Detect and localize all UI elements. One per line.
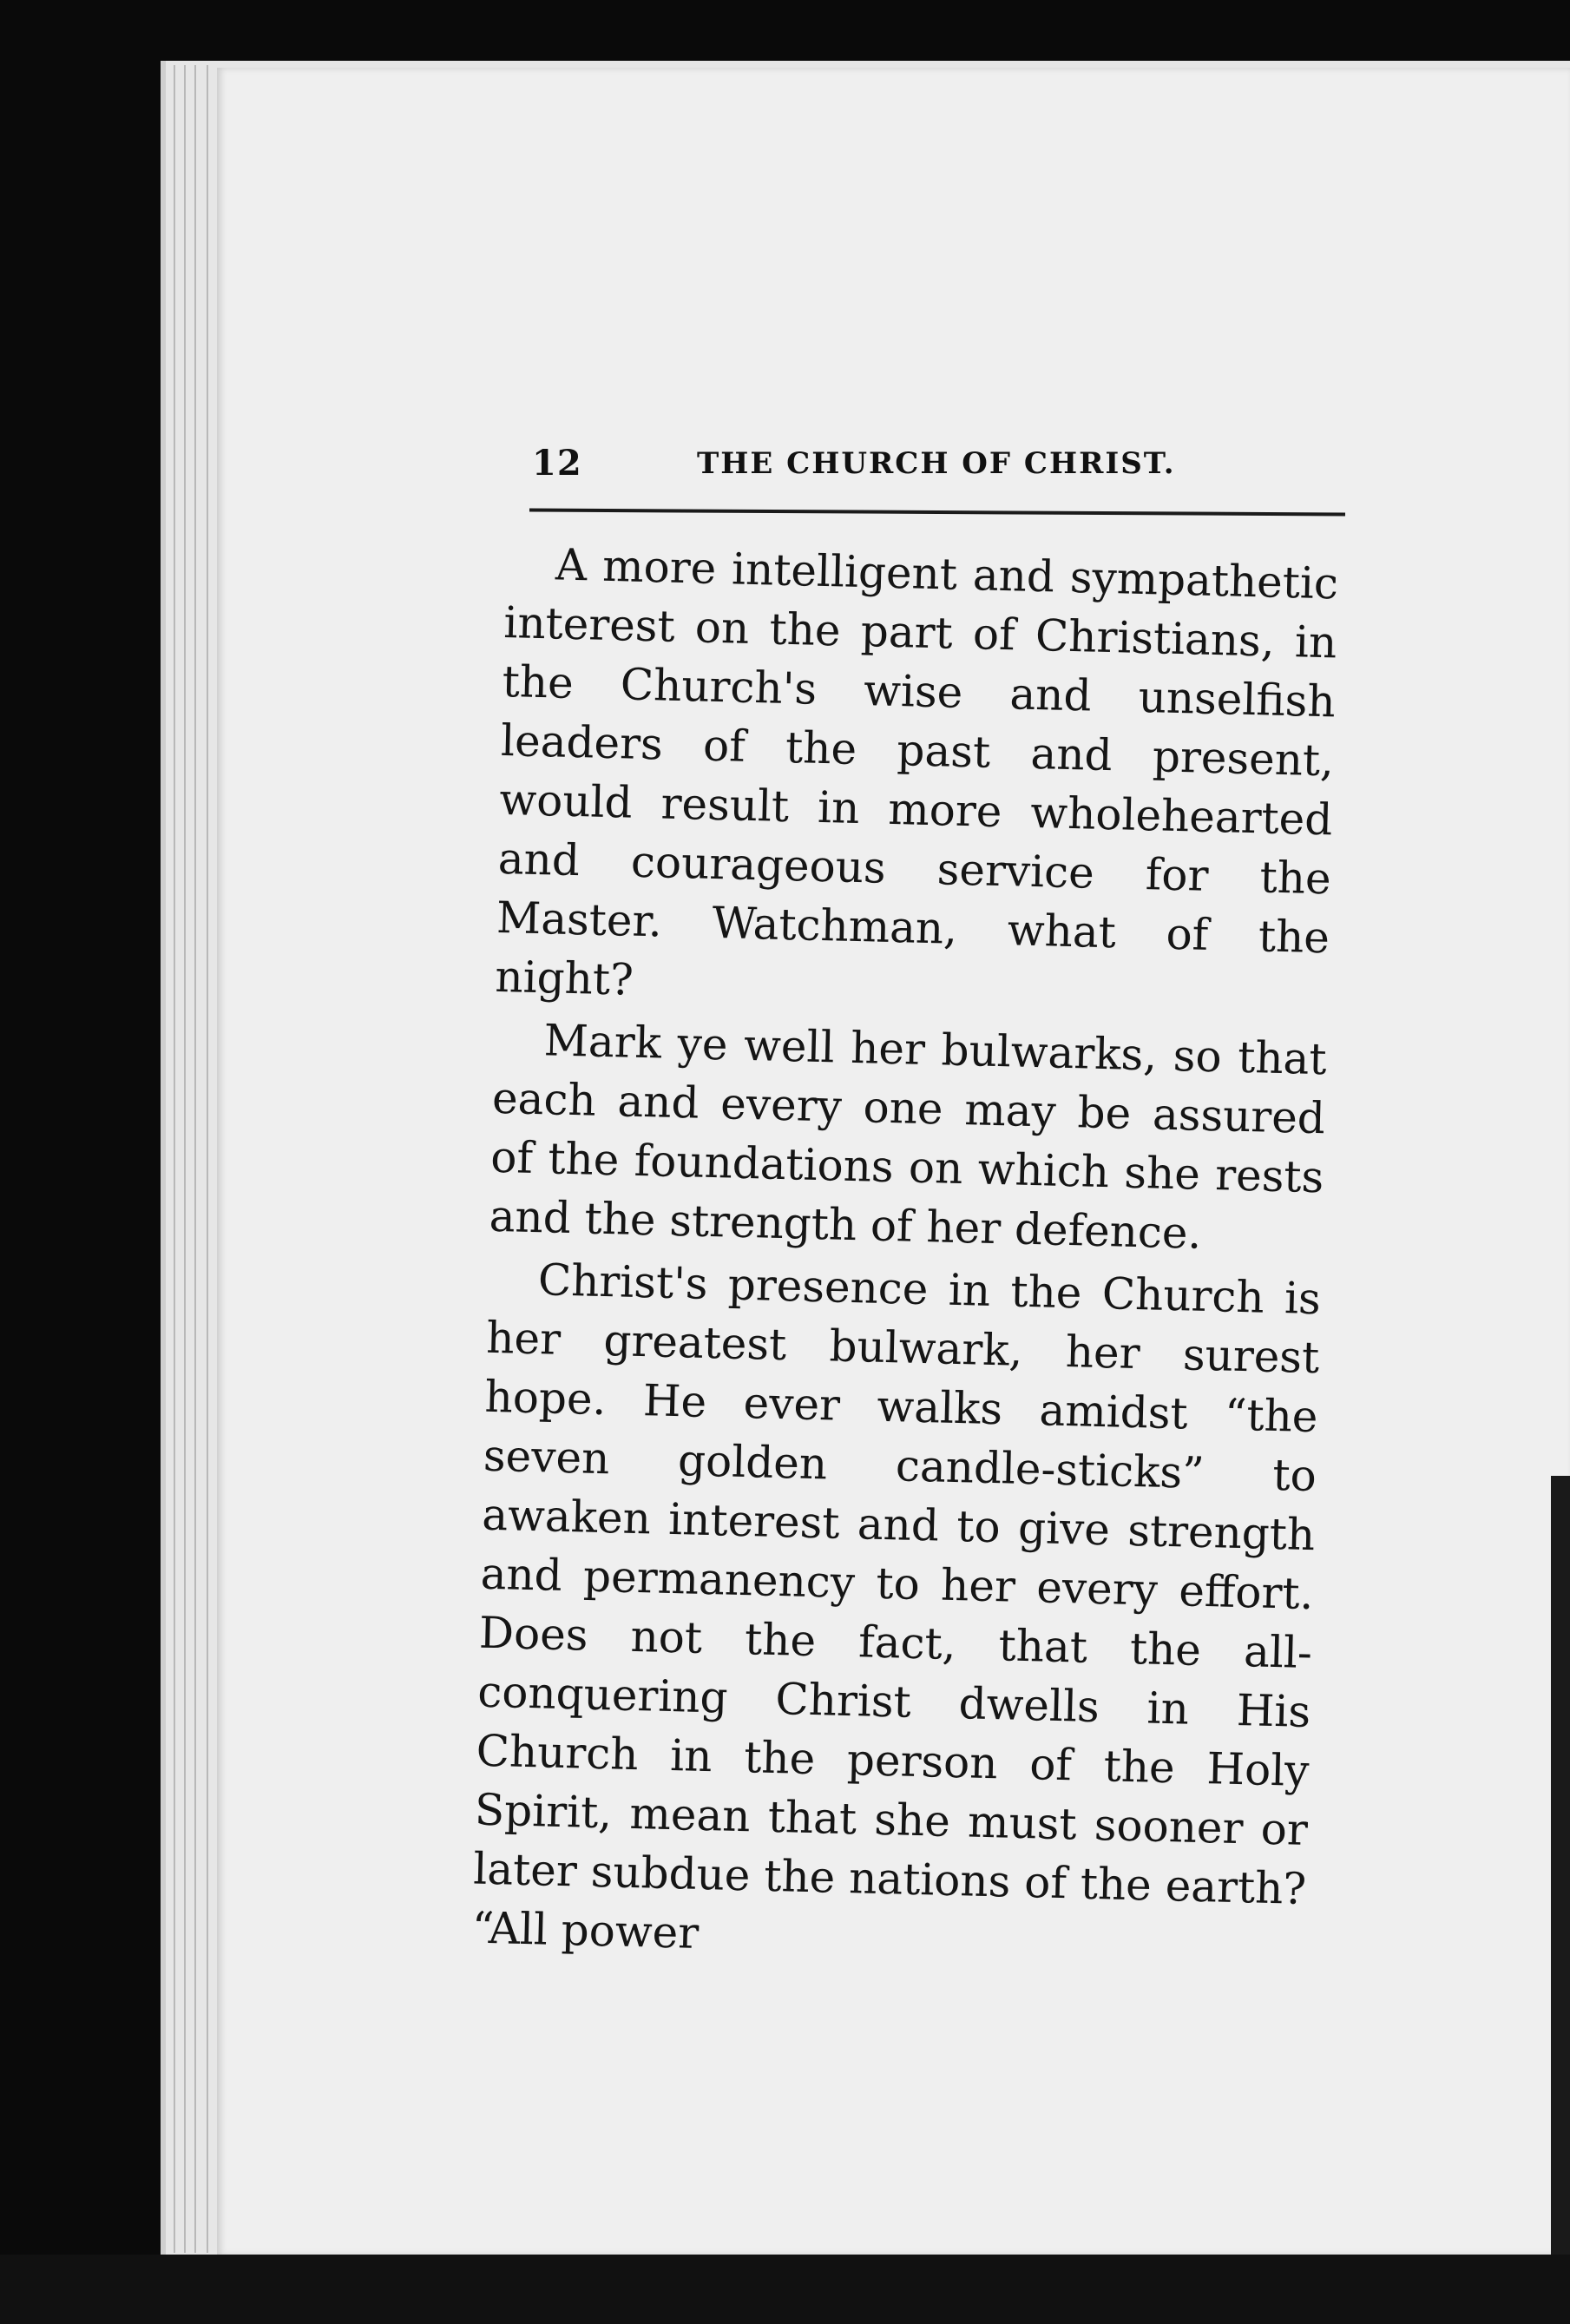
running-head: THE CHURCH OF CHRIST.: [697, 446, 1176, 481]
bottom-border: [0, 2255, 1570, 2324]
paragraph: A more intelligent and sympathetic interest on the part of Christians, in the Church's wise and unselfish leaders of the past and present, would result in more wholehearted and courageous service for the Master. Watchman, what of the night?: [494, 539, 1339, 1005]
paragraph: Christ's presence in the Church is her greatest bulwark, her surest hope. He ever walks amidst “the seven golden candle-sticks” to awaken interest and to give strength and permanency to her every effort. Does not the fact, that the all-conquering Christ dwells in His Church in the person of the Holy Spirit, mean that she must sooner or later subdue the nations of the earth? “All power: [471, 1254, 1322, 1959]
top-border: [0, 0, 1570, 61]
page-header: [532, 443, 1348, 495]
page-edge-line: [207, 65, 208, 2253]
page-edge-line: [184, 65, 186, 2253]
paragraph: Mark ye well her bulwarks, so that each and every one may be assured of the foundations on which she rests and the strength of her defence.: [489, 1015, 1328, 1259]
page-edge-line: [194, 65, 196, 2253]
page-edge-line: [174, 65, 175, 2253]
page-number: 12: [532, 443, 582, 484]
right-shadow: [1551, 1476, 1570, 2324]
body-text: [471, 534, 1339, 1981]
